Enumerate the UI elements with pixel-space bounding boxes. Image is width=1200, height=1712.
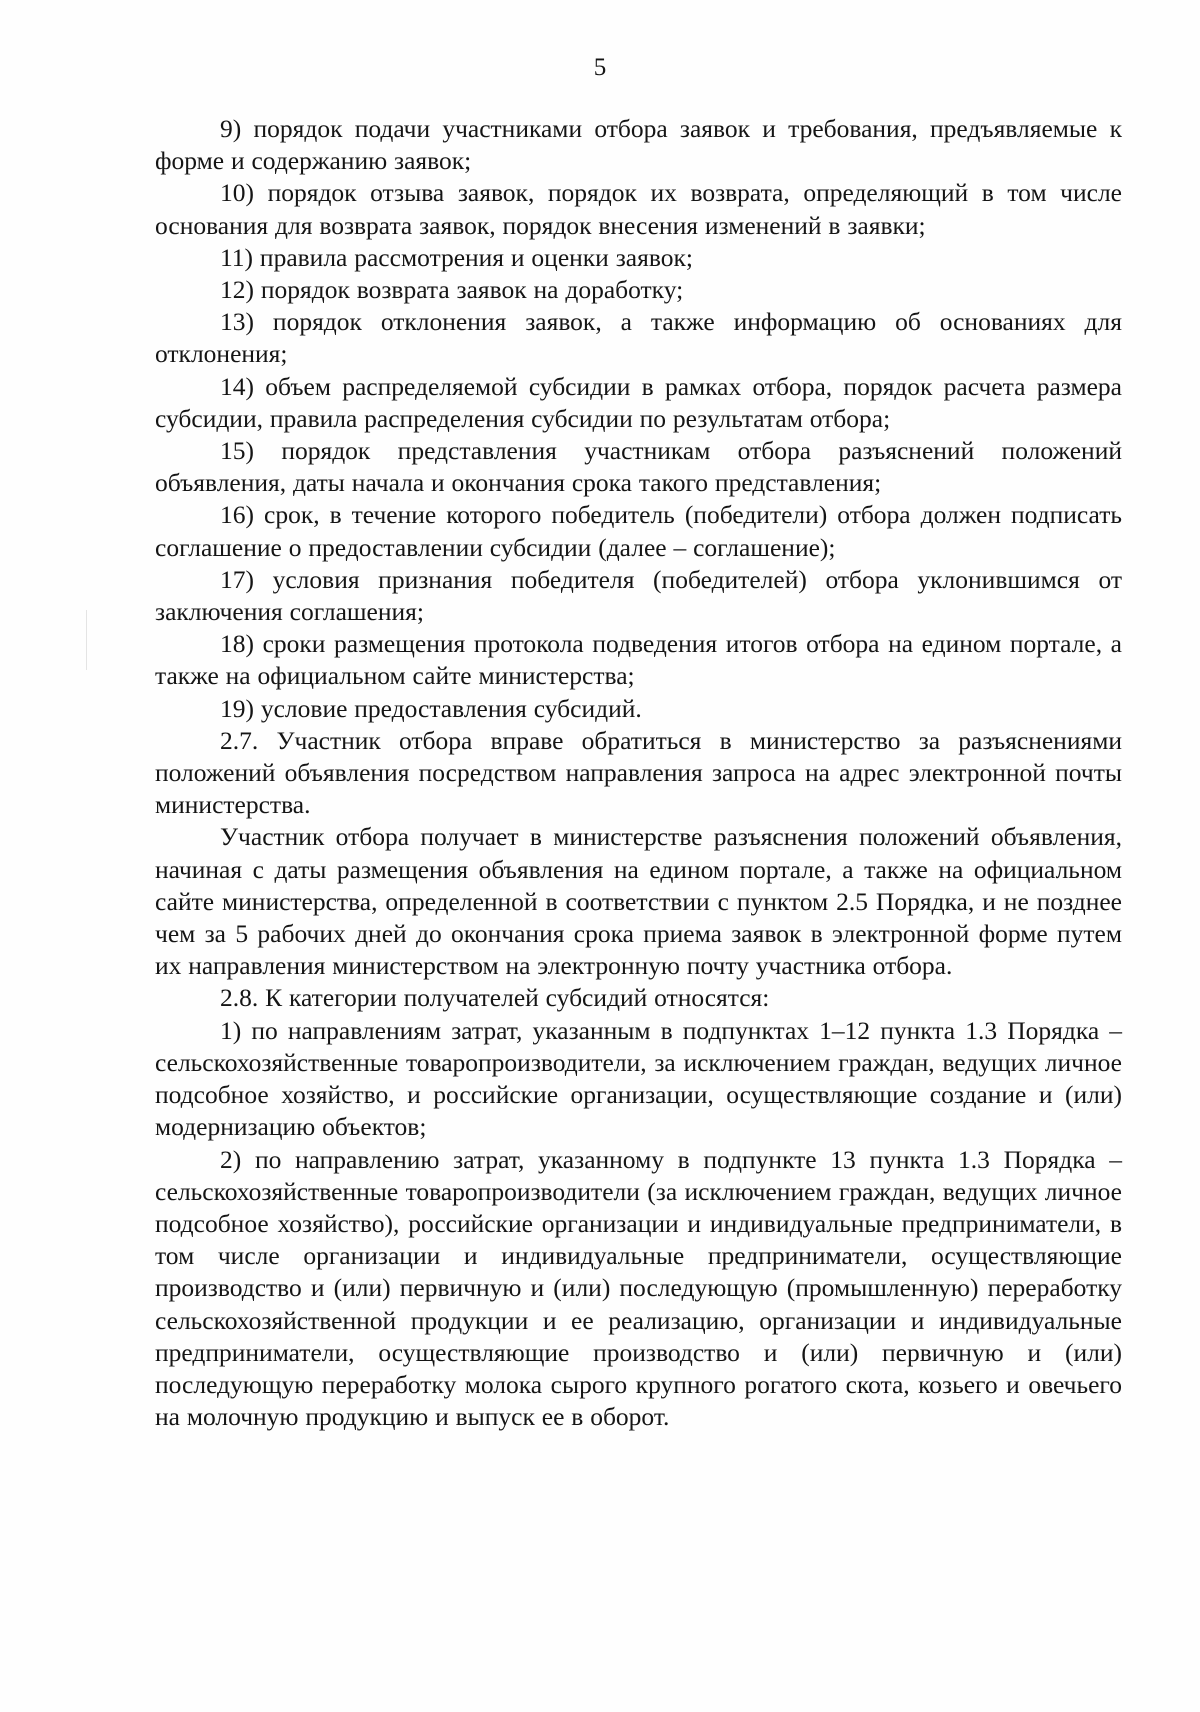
paragraph-section-2-7: 2.7. Участник отбора вправе обратиться в министерство за разъяснениями положений объявления посредством направления запроса на адрес электронной почты министерства. — [155, 725, 1122, 820]
paragraph-item-10: 10) порядок отзыва заявок, порядок их возврата, определяющий в том числе основания для возврата заявок, порядок внесения изменений в заявки; — [155, 178, 1122, 240]
page-number: 5 — [593, 54, 607, 81]
paragraph-item-15: 15) порядок представления участникам отбора разъяснений положений объявления, даты начала и окончания срока такого представления; — [155, 436, 1122, 498]
paragraph-item-14: 14) объем распределяемой субсидии в рамках отбора, порядок расчета размера субсидии, правила распределения субсидии по результатам отбора; — [155, 371, 1122, 433]
document-body — [155, 113, 1122, 1433]
paragraph-item-18: 18) сроки размещения протокола подведения итогов отбора на едином портале, а также на официальном сайте министерства; — [155, 629, 1122, 691]
paragraph-item-17: 17) условия признания победителя (победителей) отбора уклонившимся от заключения соглашения; — [155, 564, 1122, 627]
paragraph-section-2-8: 2.8. К категории получателей субсидий относятся: — [220, 983, 770, 1013]
paragraph-category-1: 1) по направлениям затрат, указанным в подпунктах 1–12 пункта 1.3 Порядка – сельскохозяйственные товаропроизводители, за исключением граждан, ведущих личное подсобное хозяйство, и российские организации, осуществляющие создание и (или) модернизацию объектов; — [155, 1015, 1122, 1142]
paragraph-clarifications: Участник отбора получает в министерстве разъяснения положений объявления, начиная с даты размещения объявления на едином портале, а также на официальном сайте министерства, определенной в соответствии с пунктом 2.5 Порядка, и не позднее чем за 5 рабочих дней до окончания срока приема заявок в электронной форме путем их направления министерством на электронную почту участника отбора. — [155, 822, 1122, 981]
paragraph-category-2: 2) по направлению затрат, указанному в подпункте 13 пункта 1.3 Порядка – сельскохозяйственные товаропроизводители (за исключением граждан, ведущих личное подсобное хозяйство), российские организации и индивидуальные предприниматели, в том числе организации и индивидуальные предприниматели, осуществляющие производство и (или) первичную и (или) последующую (промышленную) переработку сельскохозяйственной продукции и ее реализацию, организации и индивидуальные предприниматели, осуществляющие производство и (или) первичную и (или) последующую переработку молока сырого крупного рогатого скота, козьего и овечьего на молочную продукцию и выпуск ее в оборот. — [155, 1144, 1122, 1432]
paragraph-item-19: 19) условие предоставления субсидий. — [220, 693, 642, 723]
paragraph-item-16: 16) срок, в течение которого победитель (победители) отбора должен подписать соглашение о предоставлении субсидии (далее – соглашение); — [155, 500, 1122, 562]
paragraph-item-12: 12) порядок возврата заявок на доработку; — [220, 275, 684, 305]
paragraph-item-9: 9) порядок подачи участниками отбора заявок и требования, предъявляемые к форме и содержанию заявок; — [155, 114, 1122, 176]
scan-margin-mark — [86, 610, 87, 670]
paragraph-item-13: 13) порядок отклонения заявок, а также информацию об основаниях для отклонения; — [155, 307, 1122, 369]
paragraph-item-11: 11) правила рассмотрения и оценки заявок; — [220, 242, 693, 272]
